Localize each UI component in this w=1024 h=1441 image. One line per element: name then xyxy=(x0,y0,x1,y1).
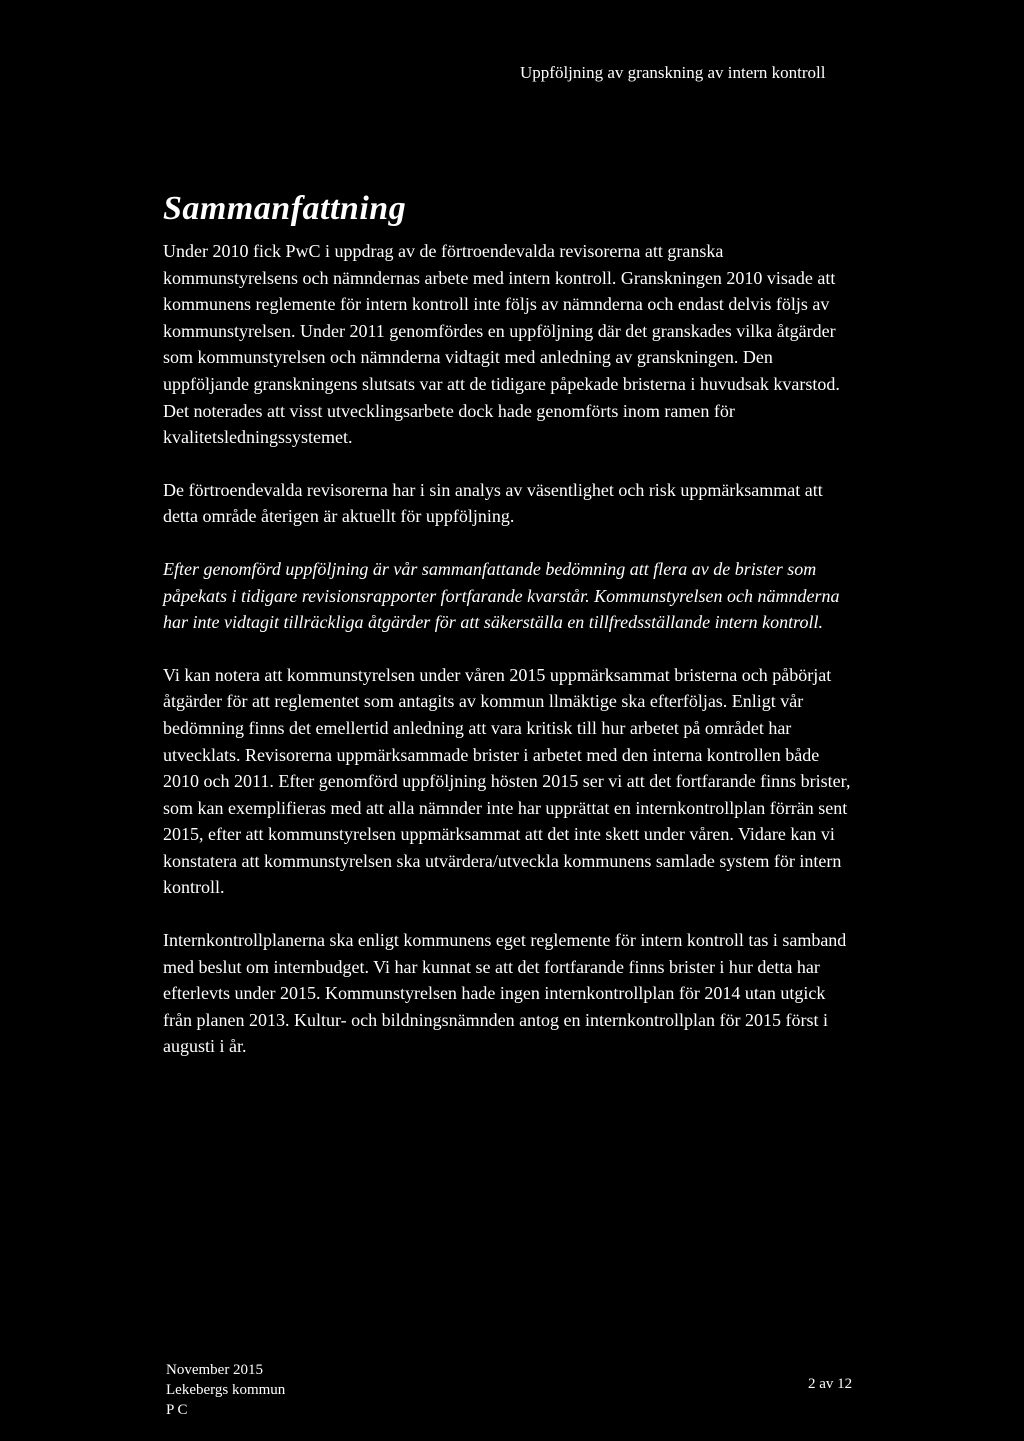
summary-paragraph-motivation: De förtroendevalda revisorerna har i sin analys av väsentlighet och risk uppmärksammat att detta område återigen är aktuellt för uppföljning. xyxy=(163,479,823,527)
footer-info xyxy=(166,1360,285,1420)
running-header: Uppföljning av granskning av intern kontroll xyxy=(520,63,826,82)
summary-paragraph-observations: Vi kan notera att kommunstyrelsen under våren 2015 uppmärksammat bristerna och påbörjat åtgärder för att reglementet som antagits av kommun llmäktige ska efterföljas. Enligt vår bedömning finns det emellertid anledning att vara kritisk till hur arbetet på området har utvecklats. Revisorerna uppmärksammade brister i arbetet med den interna kontrollen både 2010 och 2011. Efter genomförd uppföljning hösten 2015 ser vi att det fortfarande finns brister, som kan exemplifieras med att alla nämnder inte har upprättat en internkontrollplan förrän sent 2015, efter att kommunstyrelsen uppmärksammat att det inte skett under våren. Vidare kan vi konstatera att kommunstyrelsen ska utvärdera/utveckla kommunens samlade system för intern kontroll. xyxy=(163,664,851,898)
footer-organization: Lekebergs kommun xyxy=(166,1382,286,1398)
footer-date: November 2015 xyxy=(166,1362,264,1378)
summary-paragraph-background: Under 2010 fick PwC i uppdrag av de förtroendevalda revisorerna att granska kommunstyrelsens och nämndernas arbete med intern kontroll. Granskningen 2010 visade att kommunens reglemente för intern kontroll inte följs av nämnderna och endast delvis följs av kommunstyrelsen. Under 2011 genomfördes en uppföljning där det granskades vilka åtgärder som kommunstyrelsen och nämnderna vidtagit med anledning av granskningen. Den uppföljande granskningens slutsats var att de tidigare påpekade bristerna i huvudsak kvarstod. Det noterades att visst utvecklingsarbete dock hade genomförts inom ramen för kvalitetsledningssystemet. xyxy=(163,241,840,448)
summary-paragraph-assessment: Efter genomförd uppföljning är vår sammanfattande bedömning att flera av de brister som påpekats i tidigare revisionsrapporter fortfarande kvarstår. Kommunstyrelsen och nämnderna har inte vidtagit tillräckliga åtgärder för att säkerställa en tillfredsställande intern kontroll. xyxy=(163,558,840,633)
main-content xyxy=(163,190,853,1086)
summary-paragraph-plans: Internkontrollplanerna ska enligt kommunens eget reglemente för intern kontroll tas i samband med beslut om internbudget. Vi har kunnat se att det fortfarande finns brister i hur detta har efterlevts under 2015. Kommunstyrelsen hade ingen internkontrollplan för 2014 utan utgick från planen 2013. Kultur- och bildningsnämnden antog en internkontrollplan för 2015 först i augusti i år. xyxy=(163,930,847,1057)
page-number: 2 av 12 xyxy=(808,1376,853,1392)
section-heading: Sammanfattning xyxy=(163,190,407,227)
footer-author-mark: P C xyxy=(166,1402,188,1418)
